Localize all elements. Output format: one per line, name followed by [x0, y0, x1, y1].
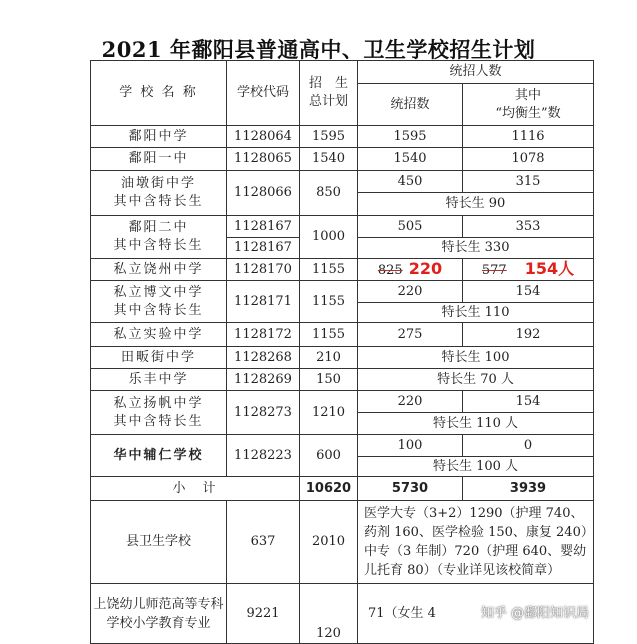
- school-code: 1128066: [227, 171, 300, 216]
- school-name: 上饶幼儿师范高等专科学校小学教育专业: [91, 584, 227, 644]
- balanced-count: 315: [463, 171, 594, 193]
- unified-count: 220: [358, 281, 463, 303]
- school-code: 1128171: [227, 281, 300, 323]
- kindergarten-detail: [358, 584, 594, 644]
- unified-count: 450: [358, 171, 463, 193]
- balanced-original: 577: [481, 262, 507, 278]
- header-total-line2: 总计划: [308, 94, 348, 109]
- school-name-line2: 其中含特长生: [113, 413, 204, 429]
- balanced-count: 1078: [463, 148, 594, 171]
- special-students: 特长生 100: [358, 347, 594, 369]
- school-name-line1: 鄱阳二中: [128, 220, 189, 235]
- school-code: 9221: [227, 584, 300, 644]
- total-plan: 1210: [300, 391, 358, 435]
- table-row: [91, 148, 594, 171]
- school-name-line1: 油墩街中学: [120, 176, 196, 191]
- table-row: [91, 171, 594, 193]
- special-students: 特长生 100 人: [358, 457, 594, 477]
- school-name: [91, 216, 227, 259]
- unified-correction: 220: [408, 258, 443, 278]
- school-name: 鄱阳一中: [91, 148, 227, 171]
- school-code: 1128064: [227, 126, 300, 148]
- kindergarten-detail-wrap: [358, 605, 593, 623]
- subtotal-row: [91, 477, 594, 501]
- school-name-line2: 其中含特长生: [113, 238, 204, 253]
- special-students: 特长生 110 人: [358, 413, 594, 435]
- total-plan: 1595: [300, 126, 358, 148]
- school-name: 鄱阳中学: [91, 126, 227, 148]
- school-code: 1128223: [227, 435, 300, 477]
- school-name: 田畈街中学: [91, 347, 227, 369]
- balanced-count: 1116: [463, 126, 594, 148]
- school-name: 华中辅仁学校: [91, 435, 227, 477]
- special-students: 特长生 90: [358, 193, 594, 216]
- header-total-plan: [300, 61, 358, 126]
- health-detail: 医学大专（3+2）1290（护理 740、药剂 160、医学检验 150、康复 240）中专（3 年制）720（护理 640、婴幼儿托育 80）（专业详见该校简章）: [358, 501, 594, 584]
- school-code: 1128170: [227, 259, 300, 281]
- school-name-line1: 私立博文中学: [113, 284, 204, 300]
- subtotal-balanced: 3939: [463, 477, 594, 501]
- total-plan: 1155: [300, 281, 358, 323]
- header-school-name: 学 校 名 称: [91, 61, 227, 126]
- school-name: 县卫生学校: [91, 501, 227, 584]
- unified-count: 1595: [358, 126, 463, 148]
- header-balanced: [463, 84, 594, 126]
- unified-count: 505: [358, 216, 463, 238]
- subtotal-label: 小 计: [91, 477, 300, 501]
- balanced-count: 154: [463, 391, 594, 413]
- header-unified-count: 统招数: [358, 84, 463, 126]
- header-balanced-line1: 其中: [515, 87, 542, 103]
- school-name: [91, 281, 227, 323]
- special-students: 特长生 110: [358, 303, 594, 323]
- school-code: 1128167: [227, 238, 300, 259]
- unified-count: [358, 259, 463, 281]
- school-name: 私立饶州中学: [91, 259, 227, 281]
- total-plan: 1540: [300, 148, 358, 171]
- total-plan: 210: [300, 347, 358, 369]
- document-title: 2021 年鄱阳县普通高中、卫生学校招生计划: [101, 37, 536, 62]
- table-row: [91, 323, 594, 347]
- unified-original: 825: [377, 262, 403, 278]
- school-code: 637: [227, 501, 300, 584]
- school-name: [91, 391, 227, 435]
- header-school-code: 学校代码: [227, 61, 300, 126]
- header-unified: 统招人数: [358, 61, 594, 84]
- header-balanced-line2: “均衡生”数: [495, 105, 561, 121]
- table-row: [91, 347, 594, 369]
- kindergarten-detail-text: 71（女生 4: [368, 605, 436, 621]
- subtotal-total: 10620: [300, 477, 358, 501]
- school-code: 1128269: [227, 369, 300, 391]
- total-plan: 1000: [300, 216, 358, 259]
- total-plan: 600: [300, 435, 358, 477]
- unified-count: 220: [358, 391, 463, 413]
- school-name: 乐丰中学: [91, 369, 227, 391]
- total-plan: 850: [300, 171, 358, 216]
- school-name-line2: 其中含特长生: [113, 302, 204, 318]
- school-code: 1128167: [227, 216, 300, 238]
- table-row: [91, 435, 594, 457]
- unified-count: 100: [358, 435, 463, 457]
- table-row: [91, 391, 594, 413]
- balanced-count: 192: [463, 323, 594, 347]
- table-row: [91, 501, 594, 584]
- school-code: 1128065: [227, 148, 300, 171]
- balanced-count: 0: [463, 435, 594, 457]
- special-students: 特长生 70 人: [358, 369, 594, 391]
- total-plan: 120: [300, 584, 358, 644]
- total-plan: 1155: [300, 259, 358, 281]
- total-plan: 2010: [300, 501, 358, 584]
- total-plan: 150: [300, 369, 358, 391]
- balanced-count: 154: [463, 281, 594, 303]
- school-code: 1128172: [227, 323, 300, 347]
- table-row: [91, 369, 594, 391]
- school-code: 1128268: [227, 347, 300, 369]
- school-name: [91, 171, 227, 216]
- table-row: [91, 281, 594, 303]
- watermark: 知乎 @鄱阳知识局: [480, 605, 590, 621]
- balanced-correction: 154人: [524, 258, 575, 278]
- table-row: [91, 216, 594, 238]
- subtotal-unified: 5730: [358, 477, 463, 501]
- total-plan: 1155: [300, 323, 358, 347]
- school-name: 私立实验中学: [91, 323, 227, 347]
- table-row: [91, 584, 594, 644]
- school-name-line1: 私立扬帆中学: [113, 395, 204, 411]
- unified-count: 275: [358, 323, 463, 347]
- balanced-count: 353: [463, 216, 594, 238]
- school-name-line2: 其中含特长生: [113, 194, 204, 209]
- unified-count: 1540: [358, 148, 463, 171]
- special-students: 特长生 330: [358, 238, 594, 259]
- header-total-line1: 招 生: [308, 76, 348, 91]
- table-row: [91, 126, 594, 148]
- enrollment-table: [90, 60, 594, 644]
- balanced-count: [463, 259, 594, 281]
- table-row: [91, 259, 594, 281]
- school-code: 1128273: [227, 391, 300, 435]
